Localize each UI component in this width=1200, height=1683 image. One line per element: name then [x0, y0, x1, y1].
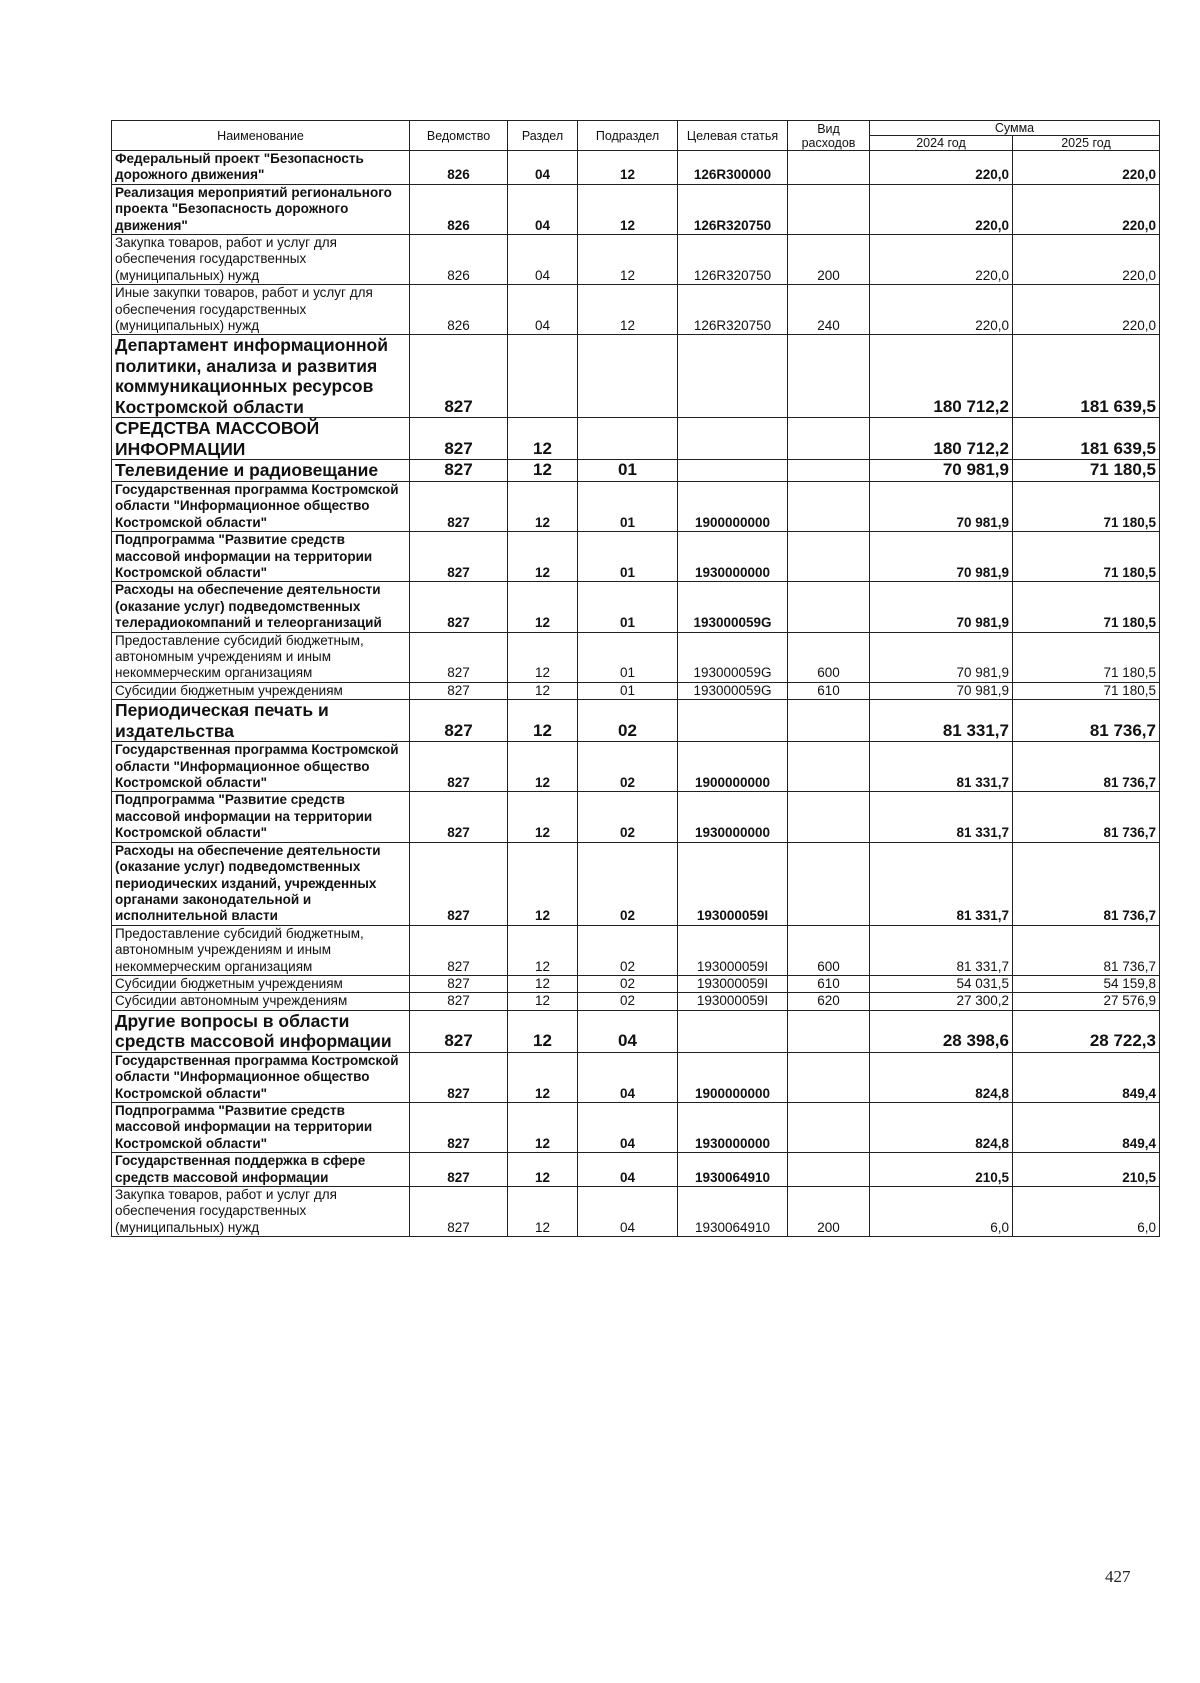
table-cell-2024: 28 398,6 — [870, 1010, 1013, 1052]
table-cell-2024: 70 981,9 — [870, 632, 1013, 682]
table-row — [112, 235, 1160, 285]
table-cell-dept: 827 — [410, 925, 508, 975]
table-cell-section: 04 — [508, 285, 578, 335]
table-cell-name: Подпрограмма "Развитие средств массовой информации на территории Костромской области" — [112, 532, 410, 582]
table-cell-name: Субсидии бюджетным учреждениям — [112, 975, 410, 992]
table-cell-2025: 849,4 — [1013, 1102, 1160, 1152]
table-cell-name: Государственная программа Костромской области "Информационное общество Костромской области" — [112, 481, 410, 531]
table-cell-target — [678, 418, 788, 460]
header-target: Целевая статья — [678, 121, 788, 151]
header-2025: 2025 год — [1013, 136, 1160, 151]
table-cell-target: 126R300000 — [678, 151, 788, 185]
page-number: 427 — [1105, 1567, 1131, 1586]
table-row — [112, 1010, 1160, 1052]
table-cell-target: 193000059I — [678, 925, 788, 975]
table-cell-dept: 827 — [410, 632, 508, 682]
table-cell-name: Предоставление субсидий бюджетным, автономным учреждениям и иным некоммерческим организациям — [112, 925, 410, 975]
table-cell-name: СРЕДСТВА МАССОВОЙ ИНФОРМАЦИИ — [112, 418, 410, 460]
table-row — [112, 792, 1160, 842]
table-cell-section: 12 — [508, 742, 578, 792]
table-cell-dept: 827 — [410, 975, 508, 992]
table-cell-2024: 210,5 — [870, 1153, 1013, 1187]
table-cell-2024: 180 712,2 — [870, 418, 1013, 460]
table-cell-target: 1930000000 — [678, 532, 788, 582]
table-cell-2024: 220,0 — [870, 151, 1013, 185]
table-cell-kind — [788, 532, 870, 582]
table-cell-section: 12 — [508, 842, 578, 925]
table-cell-2025: 210,5 — [1013, 1153, 1160, 1187]
table-cell-subsection: 12 — [578, 151, 678, 185]
table-row — [112, 842, 1160, 925]
table-cell-section: 12 — [508, 700, 578, 742]
table-cell-2024: 81 331,7 — [870, 792, 1013, 842]
table-cell-section: 12 — [508, 481, 578, 531]
table-cell-subsection: 02 — [578, 925, 678, 975]
table-cell-dept: 827 — [410, 460, 508, 482]
table-cell-section: 12 — [508, 993, 578, 1010]
table-cell-subsection: 02 — [578, 975, 678, 992]
table-cell-kind — [788, 184, 870, 234]
table-cell-2025: 220,0 — [1013, 235, 1160, 285]
table-cell-section: 12 — [508, 975, 578, 992]
table-cell-name: Департамент информационной политики, анализа и развития коммуникационных ресурсов Костромской области — [112, 335, 410, 418]
table-cell-section: 12 — [508, 1102, 578, 1152]
table-cell-target: 193000059I — [678, 975, 788, 992]
table-cell-2024: 81 331,7 — [870, 742, 1013, 792]
table-cell-target: 126R320750 — [678, 184, 788, 234]
table-cell-2024: 824,8 — [870, 1052, 1013, 1102]
table-cell-2025: 54 159,8 — [1013, 975, 1160, 992]
table-cell-2025: 81 736,7 — [1013, 792, 1160, 842]
table-row — [112, 1102, 1160, 1152]
table-cell-target: 1930000000 — [678, 1102, 788, 1152]
table-cell-dept: 827 — [410, 532, 508, 582]
table-cell-target — [678, 335, 788, 418]
table-cell-dept: 827 — [410, 1187, 508, 1237]
table-cell-subsection: 04 — [578, 1010, 678, 1052]
table-cell-kind — [788, 1153, 870, 1187]
table-cell-section: 12 — [508, 792, 578, 842]
table-cell-2025: 71 180,5 — [1013, 532, 1160, 582]
table-cell-name: Реализация мероприятий регионального проекта "Безопасность дорожного движения" — [112, 184, 410, 234]
table-cell-2024: 70 981,9 — [870, 532, 1013, 582]
table-cell-dept: 826 — [410, 151, 508, 185]
table-cell-subsection: 12 — [578, 285, 678, 335]
table-row — [112, 335, 1160, 418]
table-cell-2024: 824,8 — [870, 1102, 1013, 1152]
table-cell-subsection: 01 — [578, 532, 678, 582]
table-cell-subsection: 04 — [578, 1187, 678, 1237]
table-row — [112, 184, 1160, 234]
header-section: Раздел — [508, 121, 578, 151]
table-cell-dept: 827 — [410, 335, 508, 418]
table-row — [112, 632, 1160, 682]
table-cell-section: 12 — [508, 682, 578, 699]
table-cell-kind: 200 — [788, 1187, 870, 1237]
table-cell-target: 1930000000 — [678, 792, 788, 842]
table-cell-dept: 827 — [410, 842, 508, 925]
table-cell-target: 1900000000 — [678, 1052, 788, 1102]
table-cell-kind: 200 — [788, 235, 870, 285]
table-cell-subsection: 01 — [578, 460, 678, 482]
table-row — [112, 418, 1160, 460]
table-cell-2024: 220,0 — [870, 184, 1013, 234]
table-cell-section: 12 — [508, 532, 578, 582]
table-cell-subsection: 02 — [578, 792, 678, 842]
table-cell-name: Субсидии бюджетным учреждениям — [112, 682, 410, 699]
table-cell-target: 1900000000 — [678, 742, 788, 792]
table-cell-dept: 827 — [410, 742, 508, 792]
table-cell-kind — [788, 418, 870, 460]
table-row — [112, 1052, 1160, 1102]
table-cell-2024: 81 331,7 — [870, 700, 1013, 742]
header-name: Наименование — [112, 121, 410, 151]
table-cell-dept: 826 — [410, 235, 508, 285]
table-cell-target: 193000059G — [678, 582, 788, 632]
table-cell-2025: 181 639,5 — [1013, 335, 1160, 418]
header-kind: Вид расходов — [788, 121, 870, 151]
table-cell-kind — [788, 792, 870, 842]
table-cell-dept: 827 — [410, 1102, 508, 1152]
table-cell-2024: 70 981,9 — [870, 481, 1013, 531]
table-cell-target: 193000059I — [678, 842, 788, 925]
table-cell-2024: 220,0 — [870, 285, 1013, 335]
table-cell-kind — [788, 481, 870, 531]
table-cell-name: Подпрограмма "Развитие средств массовой информации на территории Костромской области" — [112, 1102, 410, 1152]
budget-table — [111, 120, 1160, 1237]
table-cell-2025: 28 722,3 — [1013, 1010, 1160, 1052]
table-cell-section: 12 — [508, 1187, 578, 1237]
table-cell-name: Закупка товаров, работ и услуг для обеспечения государственных (муниципальных) нужд — [112, 1187, 410, 1237]
table-cell-section: 12 — [508, 460, 578, 482]
table-cell-2025: 6,0 — [1013, 1187, 1160, 1237]
table-cell-2024: 220,0 — [870, 235, 1013, 285]
table-cell-kind — [788, 1052, 870, 1102]
table-cell-name: Расходы на обеспечение деятельности (оказание услуг) подведомственных периодических изданий, учрежденных органами законодательной и исполнительной власти — [112, 842, 410, 925]
table-cell-subsection — [578, 335, 678, 418]
table-cell-target: 1930064910 — [678, 1187, 788, 1237]
table-cell-dept: 827 — [410, 700, 508, 742]
table-cell-2025: 71 180,5 — [1013, 682, 1160, 699]
table-cell-2024: 27 300,2 — [870, 993, 1013, 1010]
header-dept: Ведомство — [410, 121, 508, 151]
table-cell-kind: 610 — [788, 682, 870, 699]
table-row — [112, 925, 1160, 975]
table-row — [112, 682, 1160, 699]
header-subsection: Подраздел — [578, 121, 678, 151]
table-cell-kind: 600 — [788, 925, 870, 975]
table-cell-kind — [788, 742, 870, 792]
header-2024: 2024 год — [870, 136, 1013, 151]
table-cell-name: Периодическая печать и издательства — [112, 700, 410, 742]
table-cell-2024: 70 981,9 — [870, 460, 1013, 482]
table-cell-kind: 240 — [788, 285, 870, 335]
table-cell-name: Другие вопросы в области средств массовой информации — [112, 1010, 410, 1052]
table-cell-dept: 827 — [410, 993, 508, 1010]
table-cell-subsection: 01 — [578, 682, 678, 699]
table-cell-2025: 81 736,7 — [1013, 700, 1160, 742]
table-cell-name: Федеральный проект "Безопасность дорожного движения" — [112, 151, 410, 185]
table-cell-subsection: 02 — [578, 700, 678, 742]
table-cell-target: 126R320750 — [678, 235, 788, 285]
table-row — [112, 742, 1160, 792]
table-cell-2024: 70 981,9 — [870, 682, 1013, 699]
table-row — [112, 1187, 1160, 1237]
table-cell-2025: 81 736,7 — [1013, 742, 1160, 792]
table-cell-subsection: 04 — [578, 1153, 678, 1187]
table-cell-kind: 620 — [788, 993, 870, 1010]
table-cell-2024: 54 031,5 — [870, 975, 1013, 992]
table-cell-dept: 827 — [410, 418, 508, 460]
table-cell-kind — [788, 842, 870, 925]
table-row — [112, 993, 1160, 1010]
table-cell-2025: 71 180,5 — [1013, 460, 1160, 482]
table-cell-target — [678, 700, 788, 742]
table-cell-2025: 81 736,7 — [1013, 842, 1160, 925]
table-cell-subsection: 02 — [578, 993, 678, 1010]
table-cell-2025: 71 180,5 — [1013, 632, 1160, 682]
table-cell-subsection: 01 — [578, 582, 678, 632]
table-cell-dept: 827 — [410, 481, 508, 531]
table-cell-subsection: 04 — [578, 1102, 678, 1152]
table-cell-kind — [788, 700, 870, 742]
table-cell-section: 04 — [508, 184, 578, 234]
table-cell-subsection: 01 — [578, 632, 678, 682]
table-cell-2025: 81 736,7 — [1013, 925, 1160, 975]
table-cell-name: Телевидение и радиовещание — [112, 460, 410, 482]
table-cell-subsection: 12 — [578, 184, 678, 234]
table-cell-2025: 181 639,5 — [1013, 418, 1160, 460]
table-cell-target: 1930064910 — [678, 1153, 788, 1187]
table-cell-section: 04 — [508, 151, 578, 185]
table-cell-section: 12 — [508, 1153, 578, 1187]
table-cell-dept: 827 — [410, 1052, 508, 1102]
table-cell-target — [678, 1010, 788, 1052]
table-cell-name: Подпрограмма "Развитие средств массовой информации на территории Костромской области" — [112, 792, 410, 842]
table-cell-target — [678, 460, 788, 482]
table-cell-target: 1900000000 — [678, 481, 788, 531]
table-cell-section: 12 — [508, 582, 578, 632]
table-cell-name: Предоставление субсидий бюджетным, автономным учреждениям и иным некоммерческим организациям — [112, 632, 410, 682]
table-cell-name: Субсидии автономным учреждениям — [112, 993, 410, 1010]
table-cell-name: Государственная поддержка в сфере средств массовой информации — [112, 1153, 410, 1187]
table-cell-2024: 6,0 — [870, 1187, 1013, 1237]
table-cell-kind — [788, 460, 870, 482]
table-row — [112, 582, 1160, 632]
table-cell-2024: 81 331,7 — [870, 842, 1013, 925]
table-cell-section: 12 — [508, 418, 578, 460]
table-cell-section: 04 — [508, 235, 578, 285]
table-cell-subsection: 04 — [578, 1052, 678, 1102]
table-cell-dept: 827 — [410, 792, 508, 842]
table-row — [112, 532, 1160, 582]
table-cell-kind — [788, 335, 870, 418]
table-cell-2025: 220,0 — [1013, 151, 1160, 185]
table-cell-section: 12 — [508, 1010, 578, 1052]
table-cell-dept: 827 — [410, 1010, 508, 1052]
table-cell-section: 12 — [508, 632, 578, 682]
table-cell-2025: 71 180,5 — [1013, 481, 1160, 531]
table-cell-2025: 27 576,9 — [1013, 993, 1160, 1010]
header-sum: Сумма — [870, 121, 1160, 136]
table-cell-2025: 849,4 — [1013, 1052, 1160, 1102]
table-cell-dept: 827 — [410, 682, 508, 699]
table-cell-name: Расходы на обеспечение деятельности (оказание услуг) подведомственных телерадиокомпаний и телеорганизаций — [112, 582, 410, 632]
table-cell-kind — [788, 582, 870, 632]
table-row — [112, 1153, 1160, 1187]
table-row — [112, 700, 1160, 742]
table-cell-name: Иные закупки товаров, работ и услуг для обеспечения государственных (муниципальных) нужд — [112, 285, 410, 335]
budget-table-sheet — [111, 120, 1159, 1237]
table-row — [112, 285, 1160, 335]
table-row — [112, 975, 1160, 992]
table-cell-2024: 81 331,7 — [870, 925, 1013, 975]
table-cell-subsection: 02 — [578, 742, 678, 792]
table-row — [112, 151, 1160, 185]
table-cell-section — [508, 335, 578, 418]
table-cell-section: 12 — [508, 1052, 578, 1102]
table-cell-dept: 827 — [410, 582, 508, 632]
table-cell-kind: 600 — [788, 632, 870, 682]
table-cell-target: 126R320750 — [678, 285, 788, 335]
table-cell-subsection — [578, 418, 678, 460]
table-cell-dept: 826 — [410, 285, 508, 335]
table-cell-2025: 220,0 — [1013, 285, 1160, 335]
table-cell-dept: 827 — [410, 1153, 508, 1187]
table-cell-name: Государственная программа Костромской области "Информационное общество Костромской области" — [112, 1052, 410, 1102]
table-cell-2024: 70 981,9 — [870, 582, 1013, 632]
table-row — [112, 460, 1160, 482]
table-cell-2024: 180 712,2 — [870, 335, 1013, 418]
table-cell-subsection: 02 — [578, 842, 678, 925]
table-cell-name: Закупка товаров, работ и услуг для обеспечения государственных (муниципальных) нужд — [112, 235, 410, 285]
table-cell-target: 193000059G — [678, 682, 788, 699]
table-cell-target: 193000059I — [678, 993, 788, 1010]
table-cell-kind: 610 — [788, 975, 870, 992]
table-cell-kind — [788, 151, 870, 185]
table-cell-section: 12 — [508, 925, 578, 975]
table-body — [112, 151, 1160, 1237]
table-cell-kind — [788, 1010, 870, 1052]
table-cell-name: Государственная программа Костромской области "Информационное общество Костромской области" — [112, 742, 410, 792]
table-cell-2025: 71 180,5 — [1013, 582, 1160, 632]
table-row — [112, 481, 1160, 531]
table-cell-kind — [788, 1102, 870, 1152]
table-cell-2025: 220,0 — [1013, 184, 1160, 234]
table-cell-subsection: 12 — [578, 235, 678, 285]
table-cell-target: 193000059G — [678, 632, 788, 682]
table-cell-dept: 826 — [410, 184, 508, 234]
table-cell-subsection: 01 — [578, 481, 678, 531]
